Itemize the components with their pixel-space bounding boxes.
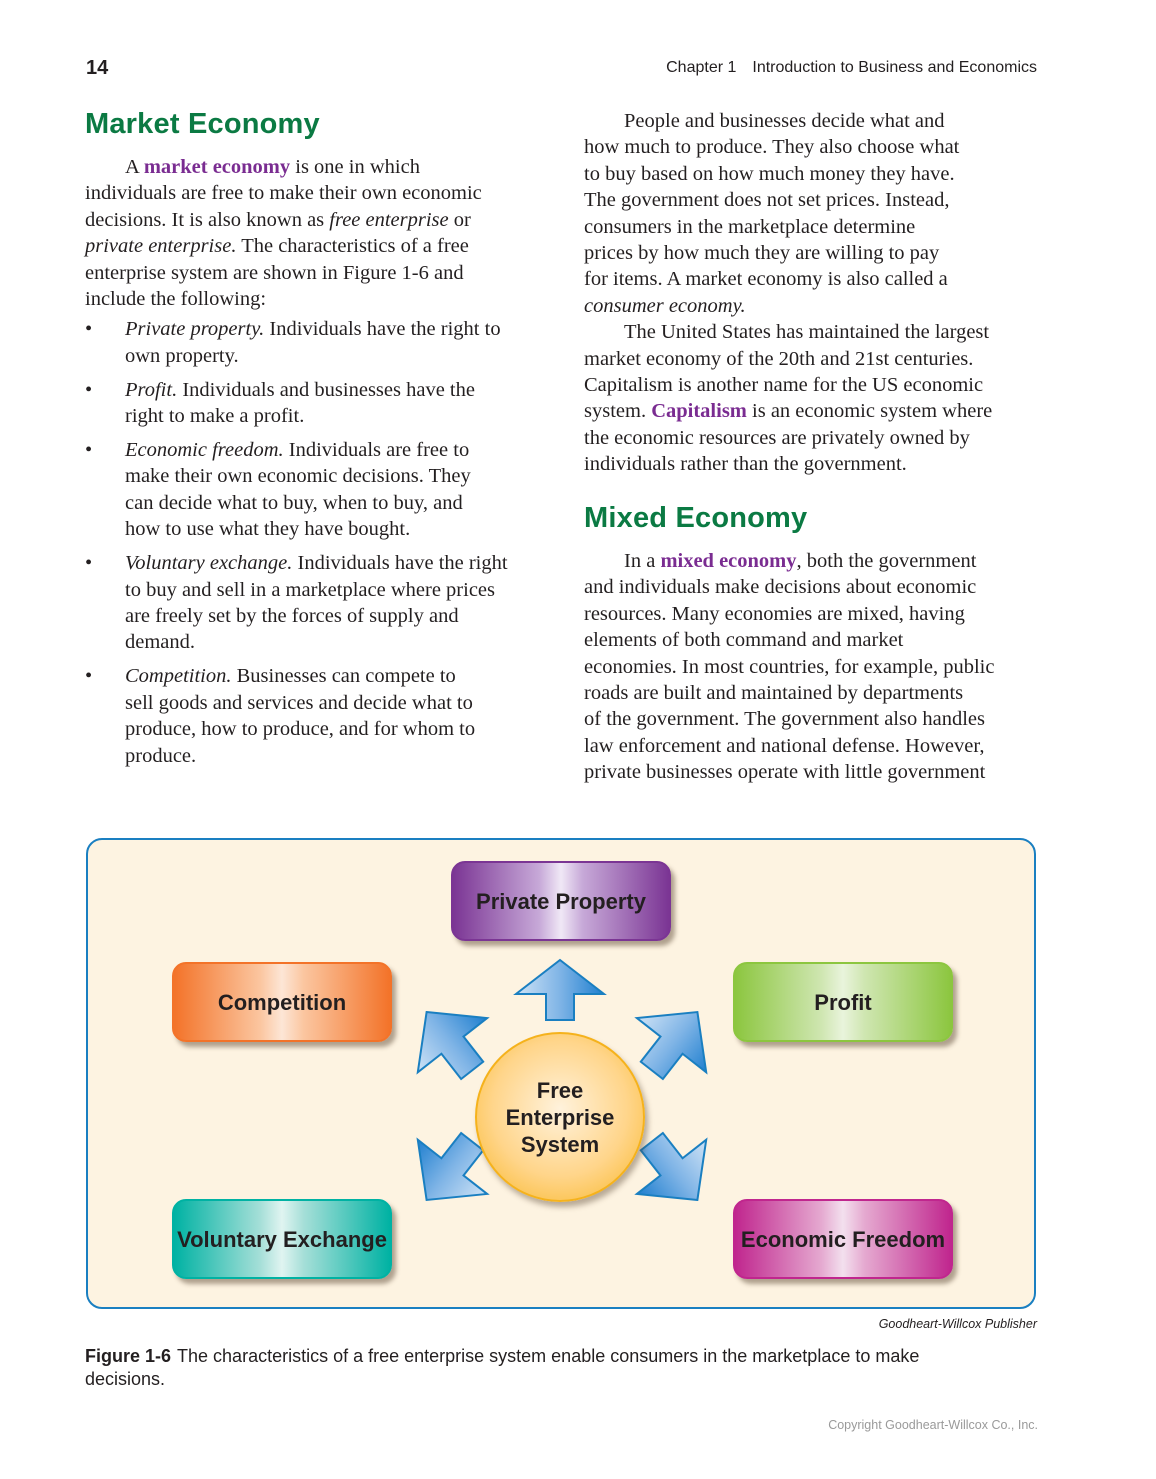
text-line [584,654,1044,680]
box-voluntary-exchange: Voluntary Exchange [172,1199,392,1279]
text-span: system. [584,400,652,423]
text-line [584,451,1044,477]
text-span: elements of both command and market [584,629,904,652]
text-line [584,372,1044,398]
text-span: market economy of the 20th and 21st centuries. [584,347,974,370]
text-span: is an economic system where [746,400,993,423]
text-span: Individuals and businesses have the [177,378,475,401]
text-span: economies. In most countries, for example, public [584,655,995,678]
text-span: produce. [125,744,197,767]
text-line [584,214,1044,240]
text-span: own property. [125,344,239,367]
text-line [584,706,1044,732]
text-span: People and businesses decide what and [624,110,945,132]
bullet-item [85,377,545,430]
text-span: Individuals are free to [283,439,470,462]
text-line [125,490,545,516]
text-line [584,398,1044,424]
arrow-up-icon [516,960,604,1020]
text-span: are freely set by the forces of supply and [125,605,459,628]
text-span: demand. [125,631,196,654]
text-span: for items. A market economy is also called a [584,268,948,291]
text-span: can decide what to buy, when to buy, and [125,491,463,514]
text-line [584,240,1044,266]
text-span: to buy based on how much money they have. [584,162,955,185]
text-span: or [448,208,471,231]
text-line [85,154,545,180]
text-line [584,319,1044,345]
bullet-item [85,316,545,369]
bullet-icon: • [85,552,93,575]
text-line [584,680,1044,706]
text-span: individuals are free to make their own economic [85,182,482,205]
text-span: the economic resources are privately owned by [584,426,970,449]
text-line [125,577,545,603]
italic-text: Private property. [125,318,265,341]
text-line [125,743,545,769]
text-span: right to make a profit. [125,405,305,428]
text-line [584,733,1044,759]
text-line [85,233,545,259]
italic-text: Economic freedom. [125,439,284,462]
text-span: decisions. It is also known as [85,208,330,231]
text-line [584,293,1044,319]
bullet-list [85,316,545,769]
text-line [125,603,545,629]
text-line [85,260,545,286]
text-span: of the government. The government also handles [584,708,985,731]
text-line [125,690,545,716]
text-span: Capitalism is another name for the US economic [584,373,984,396]
text-span: include the following: [85,287,267,310]
text-line [584,759,1044,785]
paragraph-decisions [584,108,1044,319]
box-competition: Competition [172,962,392,1042]
text-line [125,516,545,542]
text-line [584,574,1044,600]
text-line [584,134,1044,160]
text-span: produce, how to produce, and for whom to [125,718,476,741]
text-span: Businesses can compete to [231,665,456,688]
figure-credit: Goodheart-Willcox Publisher [878,1317,1037,1331]
text-span: private businesses operate with little government [584,761,986,784]
text-span: The characteristics of a free [236,235,469,258]
copyright: Copyright Goodheart-Willcox Co., Inc. [828,1418,1038,1432]
text-span: how much to produce. They also choose what [584,136,960,159]
text-line [584,548,1044,574]
text-line [125,403,545,429]
italic-text: consumer economy. [584,294,746,317]
bullet-item [85,437,545,543]
key-term: mixed economy [660,550,797,572]
bullet-icon: • [85,439,93,462]
text-line [584,108,1044,134]
text-span: to buy and sell in a marketplace where prices [125,578,495,601]
key-term: Capitalism [651,400,747,423]
text-line [584,346,1044,372]
text-span: enterprise system are shown in Figure 1-6 and [85,261,464,284]
text-line [584,601,1044,627]
text-span: and individuals make decisions about economic [584,576,977,599]
paragraph-capitalism [584,319,1044,477]
bullet-icon: • [85,665,93,688]
italic-text: free enterprise [329,208,449,231]
text-span: roads are built and maintained by departments [584,681,964,704]
text-span: sell goods and services and decide what to [125,691,473,714]
key-term: market economy [143,156,291,178]
text-line [584,187,1044,213]
text-span: make their own economic decisions. They [125,465,471,488]
text-span: prices by how much they are willing to pay [584,241,940,264]
text-line [125,437,545,463]
text-line [85,207,545,233]
text-span: Individuals have the right to [264,318,501,341]
text-line [125,550,545,576]
text-span: In a [624,550,661,572]
text-line [125,377,545,403]
heading-mixed-economy: Mixed Economy [584,502,808,534]
caption-text: The characteristics of a free enterprise system enable consumers in the marketplace to make decisions. [85,1346,920,1389]
text-line [125,716,545,742]
text-line [584,425,1044,451]
left-column [85,154,545,777]
chapter-title: Introduction to Business and Economics [752,59,1037,76]
caption-label: Figure 1-6 [85,1346,172,1366]
text-span: The government does not set prices. Instead, [584,189,950,212]
text-line [125,663,545,689]
bullet-item [85,550,545,656]
text-span: The United States has maintained the largest [624,321,990,344]
text-span: is one in which [290,156,420,178]
right-column [584,108,1044,477]
text-line [584,161,1044,187]
heading-market-economy: Market Economy [85,108,320,140]
italic-text: Competition. [125,665,232,688]
italic-text: Profit. [125,378,178,401]
text-line [125,629,545,655]
text-span: resources. Many economies are mixed, having [584,602,965,625]
box-economic-freedom: Economic Freedom [733,1199,953,1279]
italic-text: Voluntary exchange. [125,552,293,575]
text-span: consumers in the marketplace determine [584,215,916,238]
text-span: , both the government [796,550,977,572]
text-line [584,266,1044,292]
bullet-icon: • [85,378,93,401]
box-private-property: Private Property [451,861,671,941]
intro-paragraph [85,154,545,312]
bullet-icon: • [85,318,93,341]
box-profit: Profit [733,962,953,1042]
page-number: 14 [86,57,109,79]
chapter-label: Chapter 1 [666,59,737,76]
text-span: how to use what they have bought. [125,518,411,541]
text-line [85,180,545,206]
italic-text: private enterprise. [85,235,237,258]
running-head [666,59,1037,77]
text-span: Individuals have the right [292,552,508,575]
text-line [584,627,1044,653]
figure-free-enterprise-diagram [86,838,1036,1309]
figure-caption [85,1345,985,1391]
paragraph-mixed-economy [584,548,1044,786]
center-free-enterprise-system: Free Enterprise System [475,1032,645,1202]
text-span: A [125,156,144,178]
text-span: individuals rather than the government. [584,453,907,476]
text-line [125,463,545,489]
bullet-item [85,663,545,769]
text-line [125,343,545,369]
text-line [85,286,545,312]
text-line [125,316,545,342]
text-span: law enforcement and national defense. However, [584,734,985,757]
